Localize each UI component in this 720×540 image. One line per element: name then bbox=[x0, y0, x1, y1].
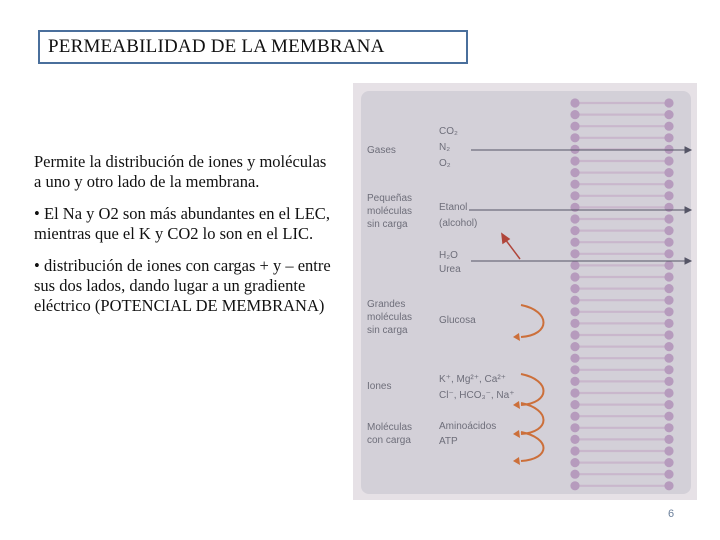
lipid-head bbox=[570, 458, 579, 467]
lipid-head bbox=[664, 470, 673, 479]
svg-text:K⁺, Mg²⁺, Ca²⁺: K⁺, Mg²⁺, Ca²⁺ bbox=[439, 374, 506, 385]
svg-text:Glucosa: Glucosa bbox=[439, 315, 476, 326]
lipid-head bbox=[570, 307, 579, 316]
label-small-molecules bbox=[367, 193, 412, 230]
lipid-head bbox=[664, 156, 673, 165]
lipid-head bbox=[570, 435, 579, 444]
lipid-head bbox=[570, 133, 579, 142]
lipid-head bbox=[570, 388, 579, 397]
lipid-head bbox=[664, 354, 673, 363]
svg-text:N₂: N₂ bbox=[439, 142, 451, 153]
lipid-head bbox=[664, 319, 673, 328]
lipid-head bbox=[664, 412, 673, 421]
lipid-head bbox=[664, 435, 673, 444]
molecules-large bbox=[439, 315, 476, 326]
lipid-head bbox=[664, 284, 673, 293]
lipid-head bbox=[664, 377, 673, 386]
label-large-molecules bbox=[367, 299, 412, 336]
paragraph-1: Permite la distribución de iones y moléculas a uno y otro lado de la membrana. bbox=[34, 152, 327, 191]
lipid-head bbox=[570, 272, 579, 281]
svg-text:Gases: Gases bbox=[367, 145, 396, 156]
lipid-head bbox=[570, 365, 579, 374]
lipid-head bbox=[570, 98, 579, 107]
lipid-head bbox=[664, 110, 673, 119]
svg-text:Grandes: Grandes bbox=[367, 299, 406, 310]
lipid-head bbox=[570, 180, 579, 189]
lipid-head bbox=[570, 377, 579, 386]
lipid-head bbox=[570, 122, 579, 131]
lipid-head bbox=[664, 203, 673, 212]
svg-text:CO₂: CO₂ bbox=[439, 126, 458, 137]
lipid-head bbox=[570, 145, 579, 154]
lipid-head bbox=[664, 296, 673, 305]
lipid-head bbox=[664, 214, 673, 223]
svg-text:Iones: Iones bbox=[367, 381, 392, 392]
lipid-head bbox=[664, 365, 673, 374]
lipid-head bbox=[570, 110, 579, 119]
lipid-head bbox=[664, 388, 673, 397]
lipid-head bbox=[664, 180, 673, 189]
paragraph-3: • distribución de iones con cargas + y – entre sus dos lados, dando lugar a un gradiente eléctrico (POTENCIAL DE MEMBRANA) bbox=[34, 256, 331, 315]
lipid-head bbox=[570, 238, 579, 247]
lipid-head bbox=[570, 412, 579, 421]
svg-text:Pequeñas: Pequeñas bbox=[367, 193, 413, 204]
lipid-head bbox=[664, 249, 673, 258]
page-number: 6 bbox=[668, 508, 675, 520]
svg-text:Moléculas: Moléculas bbox=[367, 422, 413, 433]
lipid-head bbox=[664, 133, 673, 142]
svg-text:con carga: con carga bbox=[367, 435, 411, 446]
lipid-head bbox=[570, 261, 579, 270]
lipid-head bbox=[570, 354, 579, 363]
slide-title: PERMEABILIDAD DE LA MEMBRANA bbox=[38, 30, 468, 64]
svg-text:moléculas: moléculas bbox=[367, 312, 413, 323]
lipid-head bbox=[570, 214, 579, 223]
lipid-head bbox=[664, 423, 673, 432]
bullet-icon: • bbox=[34, 204, 40, 223]
lipid-head bbox=[664, 446, 673, 455]
lipid-head bbox=[570, 319, 579, 328]
svg-text:moléculas: moléculas bbox=[367, 206, 413, 217]
lipid-head bbox=[664, 307, 673, 316]
svg-text:O₂: O₂ bbox=[439, 158, 451, 169]
lipid-head bbox=[570, 400, 579, 409]
membrane-permeability-figure bbox=[353, 83, 697, 500]
svg-text:Urea: Urea bbox=[439, 264, 461, 275]
lipid-head bbox=[570, 423, 579, 432]
svg-text:Aminoácidos: Aminoácidos bbox=[439, 421, 497, 432]
lipid-head bbox=[664, 458, 673, 467]
lipid-head bbox=[664, 342, 673, 351]
lipid-head bbox=[570, 249, 579, 258]
lipid-head bbox=[570, 156, 579, 165]
svg-text:H₂O: H₂O bbox=[439, 250, 458, 261]
body-text bbox=[34, 152, 334, 328]
svg-text:ATP: ATP bbox=[439, 436, 458, 447]
bullet-icon: • bbox=[34, 256, 40, 275]
svg-text:Etanol: Etanol bbox=[439, 202, 468, 213]
lipid-head bbox=[664, 168, 673, 177]
lipid-head bbox=[664, 481, 673, 490]
svg-text:Cl⁻, HCO₃⁻, Na⁺: Cl⁻, HCO₃⁻, Na⁺ bbox=[439, 390, 515, 401]
lipid-head bbox=[570, 203, 579, 212]
lipid-head bbox=[570, 470, 579, 479]
lipid-head bbox=[570, 481, 579, 490]
lipid-head bbox=[570, 284, 579, 293]
label-gases bbox=[367, 145, 396, 156]
lipid-head bbox=[664, 238, 673, 247]
lipid-head bbox=[664, 191, 673, 200]
svg-text:sin carga: sin carga bbox=[367, 325, 408, 336]
lipid-head bbox=[664, 98, 673, 107]
svg-text:(alcohol): (alcohol) bbox=[439, 218, 478, 229]
lipid-head bbox=[570, 226, 579, 235]
lipid-head bbox=[570, 446, 579, 455]
label-ions bbox=[367, 381, 391, 392]
lipid-head bbox=[664, 400, 673, 409]
lipid-head bbox=[570, 191, 579, 200]
lipid-head bbox=[570, 342, 579, 351]
lipid-head bbox=[664, 122, 673, 131]
lipid-head bbox=[570, 330, 579, 339]
lipid-head bbox=[570, 168, 579, 177]
lipid-head bbox=[664, 261, 673, 270]
lipid-head bbox=[664, 272, 673, 281]
lipid-head bbox=[570, 296, 579, 305]
paragraph-2: • El Na y O2 son más abundantes en el LEC, mientras que el K y CO2 lo son en el LIC. bbox=[34, 204, 330, 243]
svg-text:sin carga: sin carga bbox=[367, 219, 408, 230]
lipid-head bbox=[664, 330, 673, 339]
lipid-head bbox=[664, 226, 673, 235]
lipid-head bbox=[664, 145, 673, 154]
